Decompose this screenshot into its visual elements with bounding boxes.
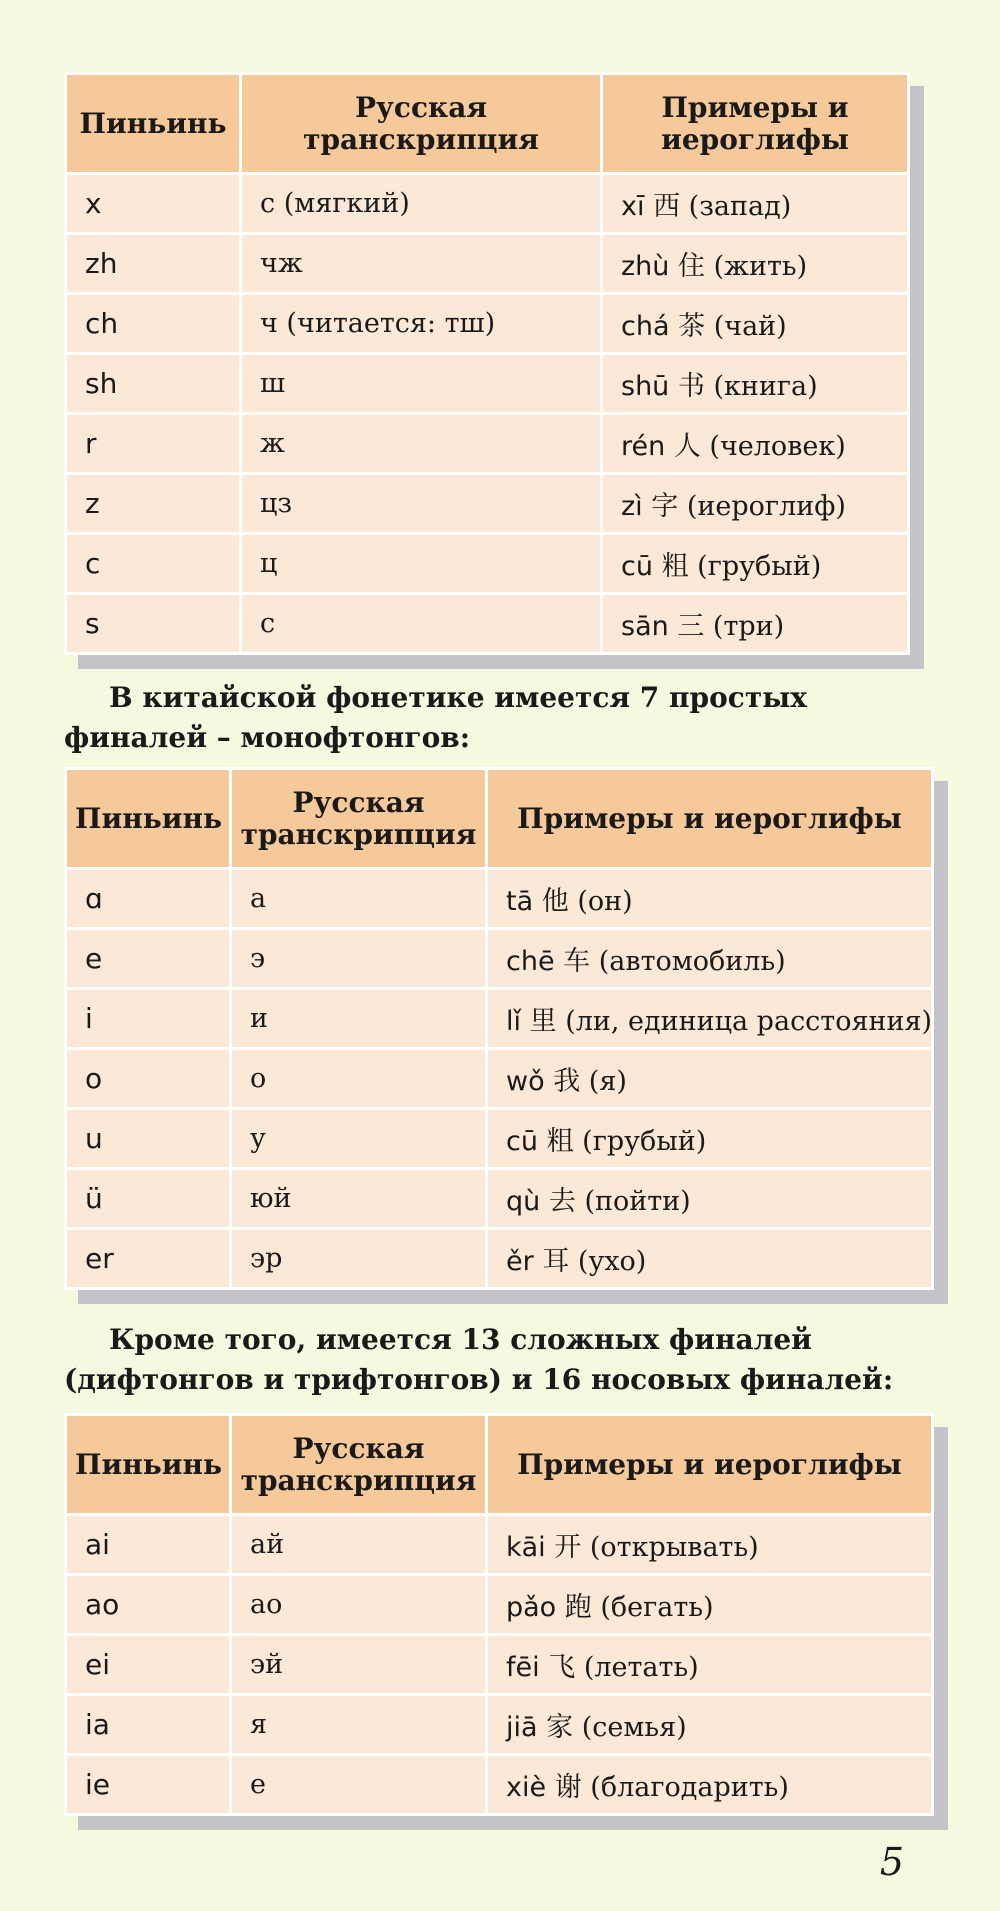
table-row [67, 175, 907, 232]
table-row [67, 1110, 931, 1167]
table-row [67, 295, 907, 352]
example-meaning: (пойти) [584, 1186, 691, 1217]
pinyin-cell: x [67, 175, 239, 232]
example-hanzi: 谢 [554, 1772, 582, 1803]
initials-table [64, 72, 910, 655]
example-meaning: (жить) [713, 251, 808, 282]
monophthongs-table-wrapper [64, 767, 934, 1290]
initials-table-wrapper [64, 72, 910, 655]
transcription-cell: ц [242, 535, 600, 592]
header-transcription: Русская транскрипция [232, 770, 485, 867]
example-hanzi: 开 [554, 1532, 582, 1563]
example-hanzi: 三 [677, 611, 705, 642]
example-pinyin: xiè [506, 1772, 547, 1803]
table-header-row [67, 770, 931, 867]
table-row [67, 1756, 931, 1813]
example-pinyin: qù [506, 1186, 541, 1217]
table-row [67, 1636, 931, 1693]
header-pinyin: Пиньинь [67, 770, 229, 867]
transcription-cell: ч (читается: тш) [242, 295, 600, 352]
pinyin-cell: c [67, 535, 239, 592]
example-meaning: (бегать) [600, 1592, 714, 1623]
example-cell [603, 235, 907, 292]
table-row [67, 475, 907, 532]
example-cell [603, 415, 907, 472]
transcription-cell: ж [242, 415, 600, 472]
pinyin-cell: zh [67, 235, 239, 292]
header-examples: Примеры и иероглифы [488, 770, 931, 867]
example-cell [488, 1636, 931, 1693]
diphthongs-table-wrapper [64, 1413, 934, 1816]
transcription-cell: с [242, 595, 600, 652]
table-row [67, 355, 907, 412]
example-hanzi: 粗 [546, 1126, 574, 1157]
example-pinyin: shū [621, 371, 670, 402]
table-row [67, 1516, 931, 1573]
example-cell [603, 175, 907, 232]
example-pinyin: pǎo [506, 1592, 557, 1623]
header-examples: Примеры и иероглифы [488, 1416, 931, 1513]
monophthongs-table [64, 767, 934, 1290]
pinyin-cell: i [67, 990, 229, 1047]
pinyin-cell: ü [67, 1170, 229, 1227]
header-pinyin: Пиньинь [67, 75, 239, 172]
table-row [67, 870, 931, 927]
example-meaning: (чай) [713, 311, 787, 342]
pinyin-cell: z [67, 475, 239, 532]
example-meaning: (три) [712, 611, 785, 642]
header-examples: Примеры и иероглифы [603, 75, 907, 172]
transcription-cell: с (мягкий) [242, 175, 600, 232]
example-pinyin: sān [621, 611, 669, 642]
example-cell [603, 595, 907, 652]
example-pinyin: ěr [506, 1246, 534, 1277]
pinyin-cell: s [67, 595, 239, 652]
example-cell [488, 990, 931, 1047]
example-meaning: (человек) [709, 431, 846, 462]
table-row [67, 595, 907, 652]
table-row [67, 930, 931, 987]
header-transcription: Русская транскрипция [242, 75, 600, 172]
example-hanzi: 我 [553, 1066, 581, 1097]
example-pinyin: kāi [506, 1532, 546, 1563]
example-meaning: (автомобиль) [598, 946, 786, 977]
example-hanzi: 家 [546, 1712, 574, 1743]
example-hanzi: 车 [563, 946, 591, 977]
example-pinyin: fēi [506, 1652, 540, 1683]
example-meaning: (он) [577, 886, 633, 917]
pinyin-cell: ch [67, 295, 239, 352]
table-row [67, 235, 907, 292]
example-pinyin: zì [621, 491, 643, 522]
transcription-cell: и [232, 990, 485, 1047]
transcription-cell: эр [232, 1230, 485, 1287]
example-hanzi: 住 [678, 251, 705, 282]
example-cell [488, 870, 931, 927]
example-hanzi: 书 [677, 371, 705, 402]
pinyin-cell: ai [67, 1516, 229, 1573]
transcription-cell: чж [242, 235, 600, 292]
transcription-cell: юй [232, 1170, 485, 1227]
example-meaning: (грубый) [582, 1126, 707, 1157]
example-cell [488, 930, 931, 987]
paragraph-monophthongs: В китайской фонетике имеется 7 простых финалей – монофтонгов: [64, 681, 807, 754]
example-pinyin: rén [621, 431, 666, 462]
table-row [67, 990, 931, 1047]
transcription-cell: я [232, 1696, 485, 1753]
example-meaning: (иероглиф) [686, 491, 846, 522]
transcription-cell: эй [232, 1636, 485, 1693]
example-meaning: (семья) [581, 1712, 687, 1743]
example-hanzi: 里 [529, 1006, 557, 1037]
example-meaning: (летать) [583, 1652, 699, 1683]
example-meaning: (открывать) [589, 1532, 759, 1563]
example-pinyin: cū [506, 1126, 538, 1157]
example-pinyin: tā [506, 886, 534, 917]
example-cell [603, 355, 907, 412]
example-pinyin: zhù [621, 251, 670, 282]
example-hanzi: 人 [673, 431, 701, 462]
example-hanzi: 去 [548, 1186, 576, 1217]
transcription-cell: о [232, 1050, 485, 1107]
example-cell [603, 295, 907, 352]
pinyin-cell: o [67, 1050, 229, 1107]
example-cell [488, 1516, 931, 1573]
example-meaning: (ухо) [577, 1246, 647, 1277]
table-header-row [67, 75, 907, 172]
transcription-cell: а [232, 870, 485, 927]
table-header-row [67, 1416, 931, 1513]
table-row [67, 1230, 931, 1287]
pinyin-cell: ei [67, 1636, 229, 1693]
example-cell [603, 475, 907, 532]
example-pinyin: cū [621, 551, 653, 582]
transcription-cell: ай [232, 1516, 485, 1573]
example-hanzi: 茶 [678, 311, 706, 342]
pinyin-cell: sh [67, 355, 239, 412]
pinyin-cell: er [67, 1230, 229, 1287]
pinyin-cell: ie [67, 1756, 229, 1813]
example-meaning: (запад) [688, 191, 792, 222]
pinyin-cell: ao [67, 1576, 229, 1633]
example-cell [488, 1170, 931, 1227]
header-pinyin: Пиньинь [67, 1416, 229, 1513]
example-cell [488, 1110, 931, 1167]
transcription-cell: ао [232, 1576, 485, 1633]
example-hanzi: 他 [541, 886, 569, 917]
example-meaning: (благодарить) [590, 1772, 789, 1803]
example-pinyin: chē [506, 946, 555, 977]
transcription-cell: ш [242, 355, 600, 412]
example-hanzi: 粗 [661, 551, 689, 582]
example-cell [488, 1576, 931, 1633]
diphthongs-table [64, 1413, 934, 1816]
example-cell [488, 1050, 931, 1107]
example-hanzi: 西 [653, 191, 681, 222]
example-hanzi: 耳 [542, 1246, 570, 1277]
paragraph-diphthongs: Кроме того, имеется 13 сложных финалей (дифтонгов и трифтонгов) и 16 носовых финалей: [64, 1323, 894, 1396]
transcription-cell: э [232, 930, 485, 987]
example-meaning: (книга) [713, 371, 818, 402]
example-pinyin: jiā [506, 1712, 538, 1743]
pinyin-cell: ia [67, 1696, 229, 1753]
pinyin-cell: e [67, 930, 229, 987]
transcription-cell: цз [242, 475, 600, 532]
example-hanzi: 跑 [564, 1592, 592, 1623]
example-cell [488, 1230, 931, 1287]
example-meaning: (грубый) [697, 551, 822, 582]
example-meaning: (я) [588, 1066, 627, 1097]
example-hanzi: 字 [651, 491, 679, 522]
pinyin-cell: u [67, 1110, 229, 1167]
table-row [67, 1170, 931, 1227]
table-row [67, 415, 907, 472]
example-cell [488, 1756, 931, 1813]
example-hanzi: 飞 [548, 1652, 576, 1683]
pinyin-cell: ɑ [67, 870, 229, 927]
example-pinyin: xī [621, 191, 645, 222]
table-row [67, 1576, 931, 1633]
transcription-cell: у [232, 1110, 485, 1167]
table-row [67, 1050, 931, 1107]
example-pinyin: wǒ [506, 1066, 545, 1097]
page-number: 5 [879, 1840, 904, 1884]
pinyin-cell: r [67, 415, 239, 472]
table-row [67, 1696, 931, 1753]
transcription-cell: е [232, 1756, 485, 1813]
table-row [67, 535, 907, 592]
header-transcription: Русская транскрипция [232, 1416, 485, 1513]
example-meaning: (ли, единица расстояния) [565, 1006, 933, 1037]
example-cell [488, 1696, 931, 1753]
example-pinyin: lǐ [506, 1006, 522, 1037]
example-cell [603, 535, 907, 592]
example-pinyin: chá [621, 311, 670, 342]
